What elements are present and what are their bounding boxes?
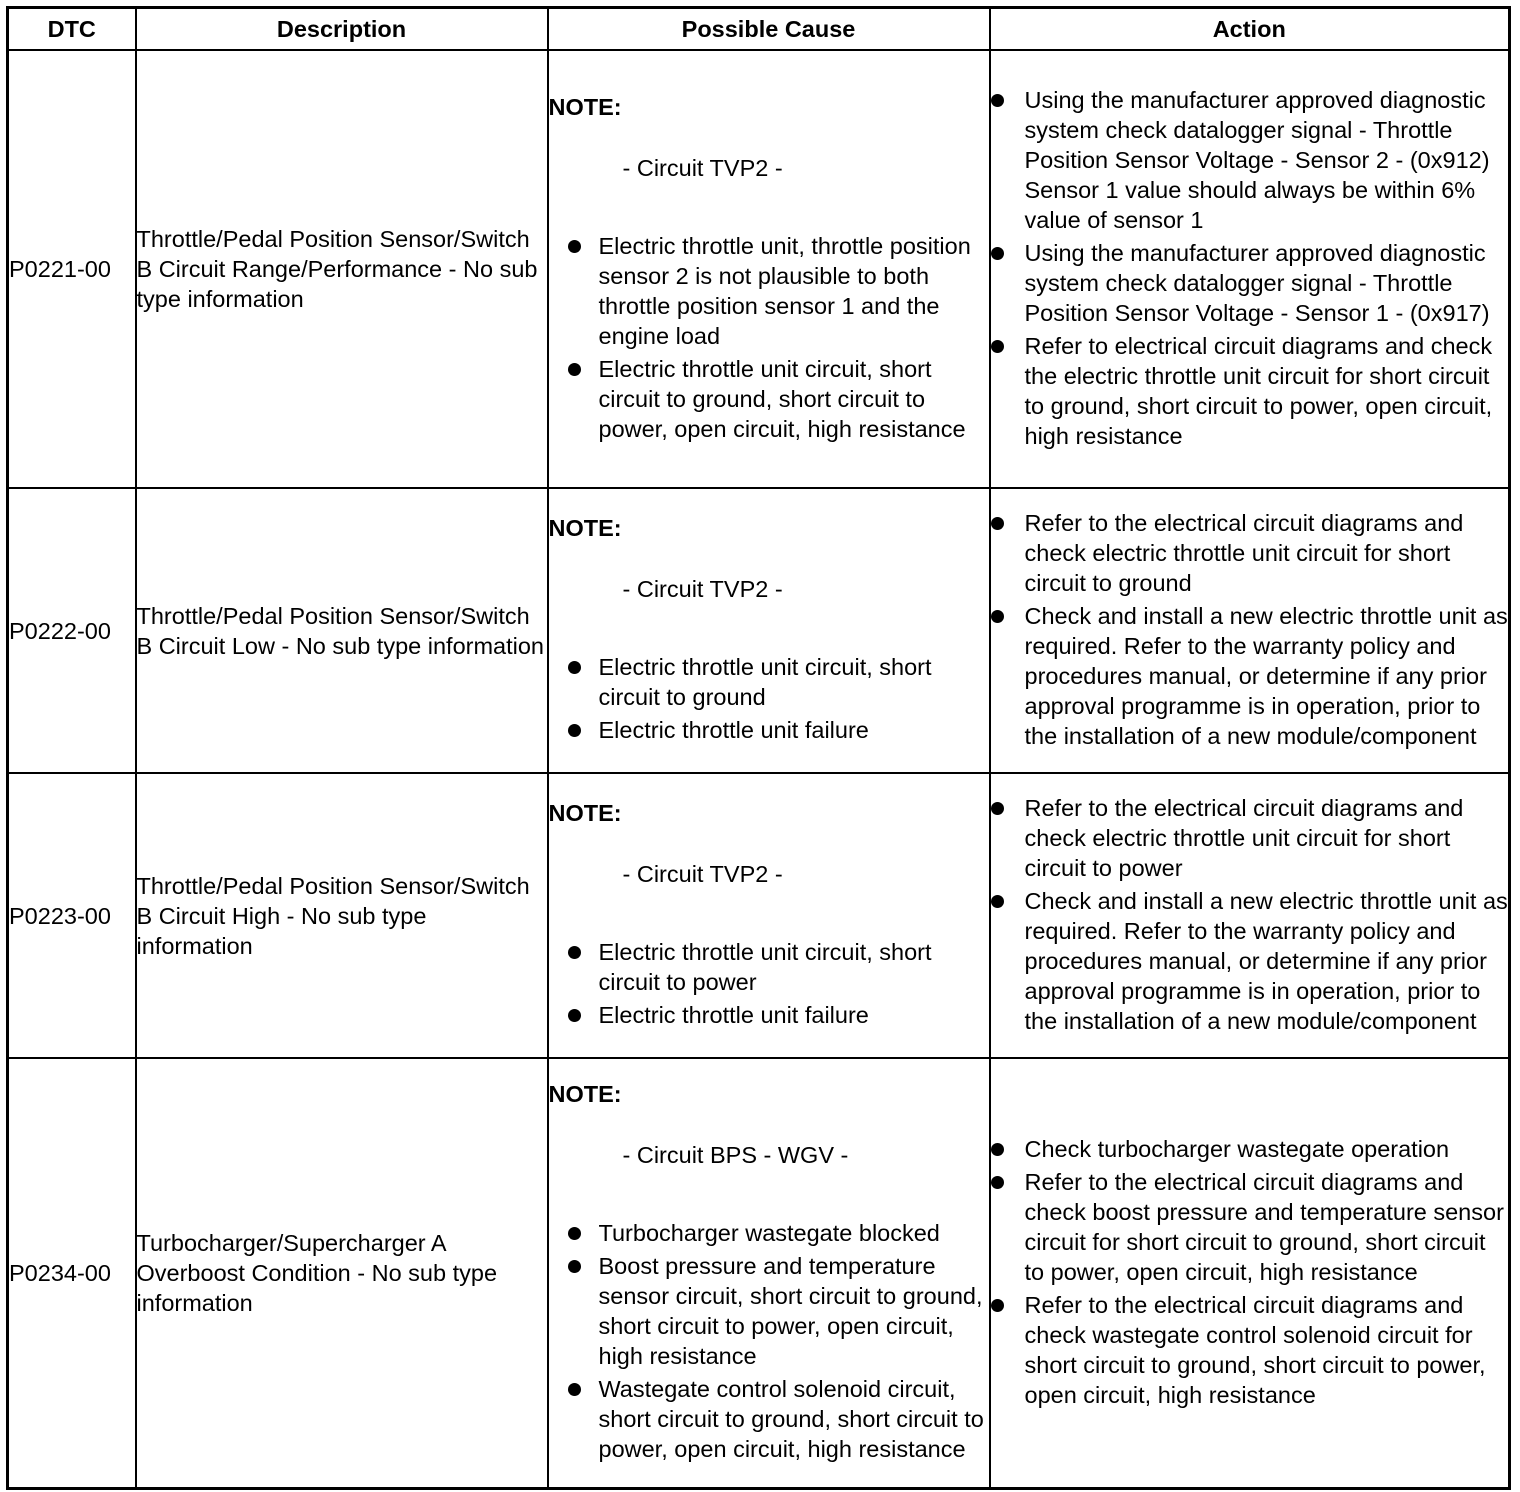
cause-text: Electric throttle unit failure (598, 1002, 869, 1028)
action-text: Check and install a new electric throttle unit as required. Refer to the warranty policy and procedures manual, or determine if any prior approval programme is in operation, prior to the installation of a new module/component (1024, 602, 1508, 749)
cause-list (549, 652, 989, 745)
action-text: Using the manufacturer approved diagnostic system check datalogger signal - Throttle Position Sensor Voltage - Sensor 2 - (0x912) Sensor 1 value should always be within 6% value of sensor 1 (1024, 86, 1490, 233)
possible-cause-cell (548, 488, 990, 773)
dtc-table (6, 6, 1511, 1490)
bullet-icon (991, 1143, 1004, 1156)
possible-cause-cell (548, 1058, 990, 1489)
cause-text: Electric throttle unit circuit, short circuit to ground, short circuit to power, open circuit, high resistance (598, 355, 966, 442)
list-item (549, 231, 989, 351)
dtc-description: Turbocharger/Supercharger A Overboost Condition - No sub type information (136, 1058, 548, 1489)
dtc-code: P0221-00 (8, 50, 136, 488)
action-cell (990, 50, 1510, 488)
action-text: Refer to the electrical circuit diagrams and check wastegate control solenoid circuit for short circuit to ground, short circuit to power, open circuit, high resistance (1024, 1291, 1486, 1408)
cause-text: Turbocharger wastegate blocked (598, 1220, 940, 1246)
circuit-label: - Circuit TVP2 - (622, 861, 783, 887)
header-possible-cause: Possible Cause (548, 8, 990, 51)
action-text: Refer to the electrical circuit diagrams and check electric throttle unit circuit for short circuit to power (1024, 794, 1464, 881)
bullet-icon (991, 802, 1004, 815)
action-cell (990, 773, 1510, 1058)
bullet-icon (991, 340, 1004, 353)
action-cell (990, 488, 1510, 773)
note-label: NOTE: (548, 515, 622, 541)
circuit-label: - Circuit BPS - WGV - (622, 1142, 849, 1168)
action-list (991, 1134, 1509, 1410)
list-item (991, 1167, 1509, 1287)
bullet-icon (991, 895, 1004, 908)
action-cell (990, 1058, 1510, 1489)
list-item (991, 1134, 1509, 1164)
list-item (991, 331, 1509, 451)
note-label: NOTE: (548, 93, 622, 120)
action-text: Check and install a new electric throttle unit as required. Refer to the warranty policy and procedures manual, or determine if any prior approval programme is in operation, prior to the installation of a new module/component (1024, 887, 1508, 1034)
cause-text: Electric throttle unit circuit, short circuit to ground (598, 654, 932, 710)
note-label: NOTE: (548, 1081, 622, 1107)
table-row (8, 773, 1510, 1058)
bullet-icon (991, 1176, 1004, 1189)
list-item (549, 354, 989, 444)
bullet-icon (568, 1009, 581, 1022)
cause-text: Wastegate control solenoid circuit, short circuit to ground, short circuit to power, open circuit, high resistance (598, 1376, 984, 1462)
header-action: Action (990, 8, 1510, 51)
bullet-icon (991, 1299, 1004, 1312)
list-item (549, 1374, 989, 1464)
list-item (549, 715, 989, 745)
bullet-icon (991, 517, 1004, 530)
action-list (991, 508, 1509, 751)
note-label: NOTE: (548, 800, 622, 826)
bullet-icon (991, 94, 1004, 107)
action-text: Refer to electrical circuit diagrams and check the electric throttle unit circuit for short circuit to ground, short circuit to power, open circuit, high resistance (1024, 332, 1493, 449)
action-list (991, 793, 1509, 1036)
circuit-label: - Circuit TVP2 - (622, 576, 783, 602)
bullet-icon (568, 661, 581, 674)
action-text: Refer to the electrical circuit diagrams and check electric throttle unit circuit for short circuit to ground (1024, 509, 1464, 596)
list-item (549, 652, 989, 712)
list-item (549, 1218, 989, 1248)
table-row (8, 50, 1510, 488)
list-item (549, 937, 989, 997)
dtc-code: P0223-00 (8, 773, 136, 1058)
bullet-icon (568, 946, 581, 959)
bullet-icon (568, 1227, 581, 1240)
possible-cause-cell (548, 773, 990, 1058)
table-row (8, 488, 1510, 773)
cause-text: Boost pressure and temperature sensor circuit, short circuit to ground, short circuit to power, open circuit, high resistance (598, 1253, 983, 1369)
cause-list (549, 231, 989, 444)
list-item (991, 601, 1509, 751)
action-text: Refer to the electrical circuit diagrams and check boost pressure and temperature sensor circuit for short circuit to ground, short circuit to power, open circuit, high resistance (1024, 1168, 1504, 1285)
bullet-icon (568, 1260, 581, 1273)
list-item (549, 1251, 989, 1371)
header-dtc: DTC (8, 8, 136, 51)
possible-cause-cell (548, 50, 990, 488)
list-item (991, 1290, 1509, 1410)
list-item (991, 238, 1509, 328)
dtc-description: Throttle/Pedal Position Sensor/Switch B Circuit Low - No sub type information (136, 488, 548, 773)
header-row (8, 8, 1510, 51)
cause-text: Electric throttle unit circuit, short circuit to power (598, 939, 932, 995)
list-item (991, 85, 1509, 235)
list-item (991, 886, 1509, 1036)
bullet-icon (568, 724, 581, 737)
dtc-code: P0234-00 (8, 1058, 136, 1489)
cause-list (549, 1218, 989, 1464)
list-item (549, 1000, 989, 1030)
table-row (8, 1058, 1510, 1489)
action-text: Check turbocharger wastegate operation (1024, 1135, 1450, 1162)
bullet-icon (991, 247, 1004, 260)
dtc-description: Throttle/Pedal Position Sensor/Switch B Circuit Range/Performance - No sub type information (136, 50, 548, 488)
cause-list (549, 937, 989, 1030)
bullet-icon (568, 1383, 581, 1396)
list-item (991, 793, 1509, 883)
cause-text: Electric throttle unit failure (598, 717, 869, 743)
dtc-description: Throttle/Pedal Position Sensor/Switch B Circuit High - No sub type information (136, 773, 548, 1058)
action-list (991, 85, 1509, 451)
circuit-label: - Circuit TVP2 - (622, 154, 783, 181)
cause-text: Electric throttle unit, throttle position sensor 2 is not plausible to both throttle position sensor 1 and the engine load (598, 232, 971, 349)
bullet-icon (568, 363, 581, 376)
dtc-code: P0222-00 (8, 488, 136, 773)
bullet-icon (991, 610, 1004, 623)
bullet-icon (568, 240, 581, 253)
header-description: Description (136, 8, 548, 51)
action-text: Using the manufacturer approved diagnostic system check datalogger signal - Throttle Position Sensor Voltage - Sensor 1 - (0x917) (1024, 239, 1490, 326)
list-item (991, 508, 1509, 598)
